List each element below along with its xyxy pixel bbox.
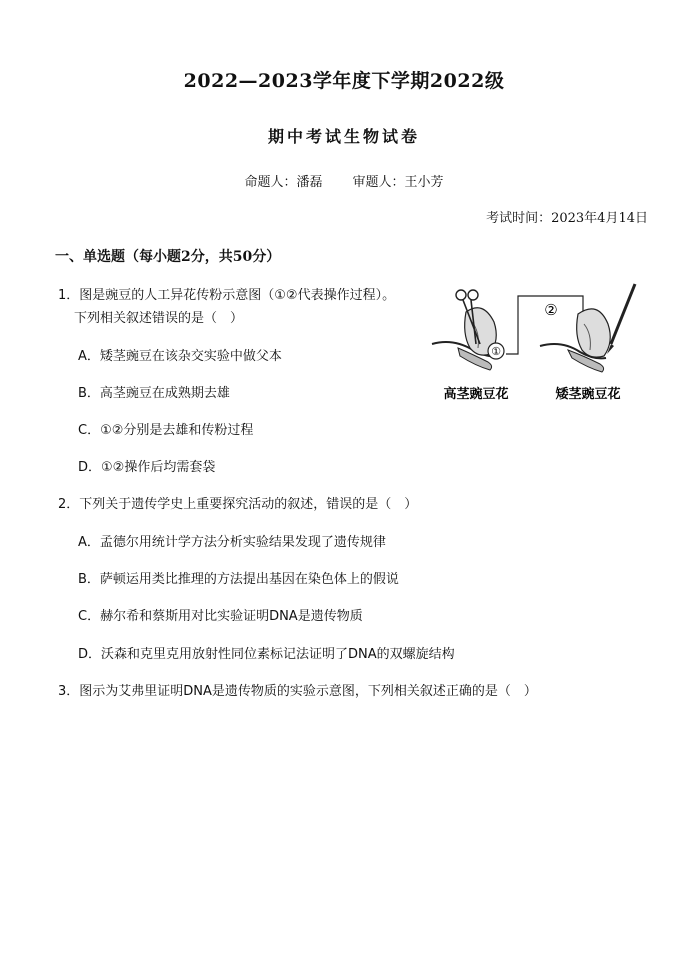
q2-stem: 2．下列关于遗传学史上重要探究活动的叙述，错误的是（ ） (58, 497, 418, 512)
brush-icon (607, 284, 635, 354)
q1-option-b: B．高茎豌豆在成熟期去雄 (78, 386, 230, 401)
exam-subtitle: 期中考试生物试卷 (267, 127, 420, 146)
exam-date: 考试时间：2023年4月14日 (486, 211, 648, 226)
exam-title: 2022—2023学年度下学期2022级 (183, 70, 505, 92)
q1-option-a: A．矮茎豌豆在该杂交实验中做父本 (78, 349, 282, 364)
q2-option-c: C．赫尔希和蔡斯用对比实验证明DNA是遗传物质 (78, 609, 363, 624)
authors-line (0, 171, 688, 190)
q3-stem: 3．图示为艾弗里证明DNA是遗传物质的实验示意图，下列相关叙述正确的是（ ） (58, 684, 537, 699)
setter: 命题人：潘磊 (244, 175, 323, 190)
label-tall-pea: 高茎豌豆花 (443, 387, 509, 402)
reviewer: 审题人：王小芳 (352, 175, 444, 190)
marker-2: ② (544, 301, 558, 319)
marker-1: ① (491, 345, 501, 358)
q2-option-b: B．萨顿运用类比推理的方法提出基因在染色体上的假说 (78, 572, 399, 587)
q2-option-d: D．沃森和克里克用放射性同位素标记法证明了DNA的双螺旋结构 (78, 647, 455, 662)
q2-option-a: A．孟德尔用统计学方法分析实验结果发现了遗传规律 (78, 535, 386, 550)
q1-option-d: D．①②操作后均需套袋 (78, 460, 216, 475)
q1-stem-line1: 1．图是豌豆的人工异花传粉示意图（①②代表操作过程）。 (58, 288, 396, 303)
tall-pea-flower-icon (432, 308, 498, 370)
section-heading: 一、单选题（每小题2分，共50分） (55, 249, 281, 265)
q1-option-c: C．①②分别是去雄和传粉过程 (78, 423, 254, 438)
pollination-diagram (428, 282, 648, 407)
label-short-pea: 矮茎豌豆花 (555, 387, 621, 402)
pollination-figure (428, 282, 648, 407)
q1-stem-line2: 下列相关叙述错误的是（ ） (74, 311, 244, 326)
